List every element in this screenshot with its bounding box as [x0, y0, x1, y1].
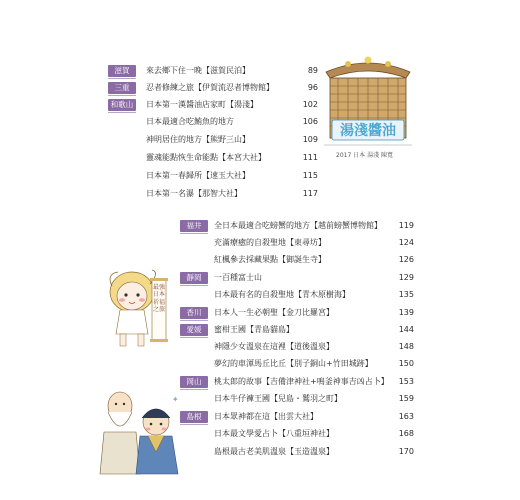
- scroll-text: 最強日本祈福之旅: [153, 284, 166, 314]
- page-number: 124: [398, 238, 414, 247]
- svg-text:✦: ✦: [172, 395, 179, 404]
- page-number: 96: [307, 83, 318, 92]
- region-tag: 岡山: [180, 376, 208, 388]
- toc-entry[interactable]: [108, 65, 318, 79]
- entry-title: 一百種富士山: [214, 273, 262, 282]
- page-number: 109: [302, 135, 318, 144]
- region-tag: 愛媛: [180, 324, 208, 336]
- toc-entry[interactable]: [108, 152, 318, 166]
- toc-entry[interactable]: [180, 324, 416, 338]
- region-tag: 福井: [180, 220, 208, 232]
- region-tag: 靜岡: [180, 272, 208, 284]
- toc-entry[interactable]: [108, 116, 318, 130]
- entry-title: 島根最古老美肌溫泉【玉造溫泉】: [214, 447, 334, 456]
- toc-entry[interactable]: [180, 254, 416, 268]
- page-number: 129: [398, 273, 414, 282]
- region-tag: 三重: [108, 82, 136, 94]
- entry-title: 日本人一生必朝聖【金刀比羅宮】: [214, 308, 334, 317]
- entry-title: 日本第一漢醬油店家町【湯淺】: [146, 100, 258, 109]
- page-number: 135: [398, 290, 414, 299]
- entry-title: 紅楓參去採藏果點【御誕生寺】: [214, 255, 326, 264]
- entry-title: 日本牛仔褲王國【兒島・鷲羽之町】: [214, 394, 342, 403]
- entry-title: 忍者修練之旅【伊賀流忍者博物館】: [146, 83, 274, 92]
- divider: [108, 78, 136, 79]
- toc-entry[interactable]: [108, 170, 318, 184]
- toc-entry[interactable]: [180, 358, 416, 372]
- divider: [180, 337, 208, 338]
- divider: [180, 389, 208, 390]
- toc-entry[interactable]: [180, 411, 416, 425]
- entry-title: 夢幻的車渾馬丘比丘【別子銅山+竹田城跡】: [214, 359, 373, 368]
- toc-entry[interactable]: [108, 82, 318, 96]
- toc-entry[interactable]: [180, 272, 416, 286]
- page-number: 102: [302, 100, 318, 109]
- toc-entry[interactable]: [180, 376, 416, 390]
- shop-sign-text: 湯淺醬油: [340, 123, 396, 139]
- page-number: 115: [302, 171, 318, 180]
- page-number: 163: [398, 412, 414, 421]
- page-number: 139: [398, 308, 414, 317]
- page-number: 119: [398, 221, 414, 230]
- divider: [108, 112, 136, 113]
- toc-entry[interactable]: [180, 393, 416, 407]
- entry-title: 桃太郎的故事【吉備津神社+鳴釜神事吉凶占卜】: [214, 377, 389, 386]
- entry-title: 日本最適合吃鮪魚的地方: [146, 117, 234, 126]
- toc-entry[interactable]: [180, 341, 416, 355]
- divider: [180, 233, 208, 234]
- girl-with-scroll-illustration: [100, 262, 180, 352]
- entry-title: 日本第一名瀑【那智大社】: [146, 189, 242, 198]
- entry-title: 日本第一春歸所【速玉大社】: [146, 171, 250, 180]
- entry-title: 神隱少女溫泉在這裡【道後溫泉】: [214, 342, 334, 351]
- page-number: 117: [302, 189, 318, 198]
- page-number: 170: [398, 447, 414, 456]
- page-number: 153: [398, 377, 414, 386]
- entry-title: 靈魂能點恢生命能點【本宮大社】: [146, 153, 266, 162]
- page-number: 148: [398, 342, 414, 351]
- region-tag: 滋賀: [108, 65, 136, 77]
- toc-entry[interactable]: [108, 188, 318, 202]
- girl-drawing: [100, 262, 180, 352]
- entry-title: 日本眾神都在這【出雲大社】: [214, 412, 318, 421]
- toc-entry[interactable]: [108, 134, 318, 148]
- entry-title: 來去鄉下住一晚【滋賀民泊】: [146, 66, 250, 75]
- toc-entry[interactable]: [180, 428, 416, 442]
- toc-entry[interactable]: [180, 307, 416, 321]
- divider: [180, 285, 208, 286]
- page-number: 111: [302, 153, 318, 162]
- entry-title: 充滿療癒的自殺聖地【東尋坊】: [214, 238, 326, 247]
- divider: [108, 95, 136, 96]
- page-number: 89: [307, 66, 318, 75]
- entry-title: 神明居住的地方【熊野三山】: [146, 135, 250, 144]
- entry-title: 日本最文學愛占卜【八重垣神社】: [214, 429, 334, 438]
- deity-drawing: [98, 382, 180, 478]
- region-tag: 島根: [180, 411, 208, 423]
- entry-title: 蜜柑王國【青島貓島】: [214, 325, 294, 334]
- page-number: 168: [398, 429, 414, 438]
- region-tag: 香川: [180, 307, 208, 319]
- toc-entry[interactable]: [180, 220, 416, 234]
- toc-entry[interactable]: [180, 237, 416, 251]
- entry-title: 全日本最適合吃螃蟹的地方【越前螃蟹博物館】: [214, 221, 382, 230]
- deity-figures-illustration: [98, 382, 180, 478]
- divider: [180, 320, 208, 321]
- soy-sauce-shop-illustration: [318, 50, 418, 162]
- entry-title: 日本最有名的自殺聖地【青木原樹海】: [214, 290, 350, 299]
- region-tag: 和歌山: [108, 99, 136, 111]
- toc-entry[interactable]: [108, 99, 318, 113]
- page-number: 159: [398, 394, 414, 403]
- page-number: 144: [398, 325, 414, 334]
- shop-drawing: [318, 50, 418, 162]
- toc-entry[interactable]: [180, 446, 416, 460]
- page-number: 106: [302, 117, 318, 126]
- toc-entry[interactable]: [180, 289, 416, 303]
- divider: [180, 424, 208, 425]
- illustration-caption: 2017 日本 湯淺 陳寬: [336, 152, 393, 159]
- page-number: 126: [398, 255, 414, 264]
- page-number: 150: [398, 359, 414, 368]
